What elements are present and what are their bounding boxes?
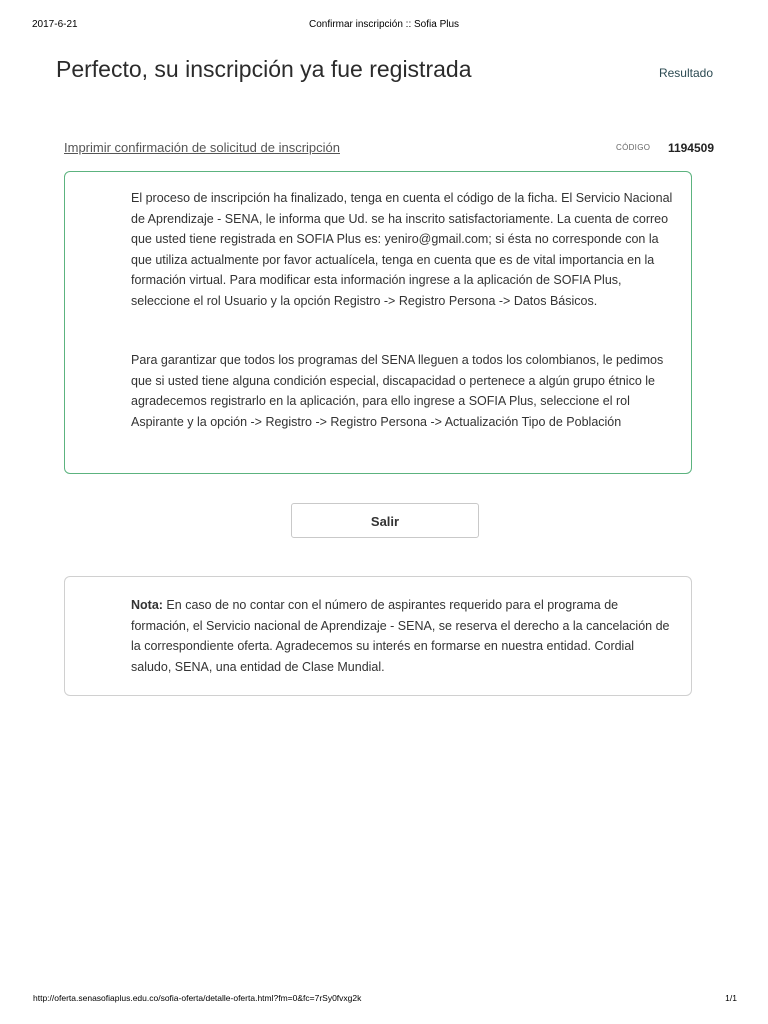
print-footer-url: http://oferta.senasofiaplus.edu.co/sofia-oferta/detalle-oferta.html?fm=0&fc=7rSy0fvxg2k [33, 993, 362, 1003]
message-paragraph-1: El proceso de inscripción ha finalizado, tenga en cuenta el código de la ficha. El Servicio Nacional de Aprendizaje - SENA, le informa que Ud. se ha inscrito satisfactoriamente. La cuenta de correo que usted tiene registrada en SOFIA Plus es: yeniro@gmail.com; si ésta no corresponde con la que utiliza actualmente por favor actualícela, tenga en cuenta que es de vital importancia en la formación virtual. Para modificar esta información ingrese a la aplicación de SOFIA Plus, seleccione el rol Usuario y la opción Registro -> Registro Persona -> Datos Básicos. [131, 191, 673, 308]
note-text: En caso de no contar con el número de aspirantes requerido para el programa de formación, el Servicio nacional de Aprendizaje - SENA, se reserva el derecho a la cancelación de la correspondiente oferta. Agradecemos su interés en formarse en nuestra entidad. Cordial saludo, SENA, una entidad de Clase Mundial. [131, 598, 670, 674]
result-link[interactable]: Resultado [658, 66, 713, 80]
note-label: Nota: [131, 598, 163, 612]
code-value: 1194509 [667, 141, 714, 155]
print-confirmation-link[interactable]: Imprimir confirmación de solicitud de inscripción [64, 140, 340, 155]
print-date: 2017-6-21 [32, 19, 78, 30]
confirmation-message-box [64, 171, 692, 474]
print-title: Confirmar inscripción :: Sofia Plus [308, 19, 460, 30]
note-box [64, 576, 692, 696]
note-paragraph [131, 595, 676, 677]
code-label: CÓDIGO [616, 143, 651, 152]
print-footer-page: 1/1 [725, 993, 737, 1003]
page-title: Perfecto, su inscripción ya fue registrada [56, 56, 472, 82]
exit-button[interactable]: Salir [291, 503, 479, 538]
message-paragraph-2: Para garantizar que todos los programas del SENA lleguen a todos los colombianos, le pedimos que si usted tiene alguna condición especial, discapacidad o pertenece a algún grupo étnico le agradecemos registrarlo en la aplicación, para ello ingrese a SOFIA Plus, seleccione el rol Aspirante y la opción -> Registro -> Registro Persona -> Actualización Tipo de Población [131, 353, 664, 429]
